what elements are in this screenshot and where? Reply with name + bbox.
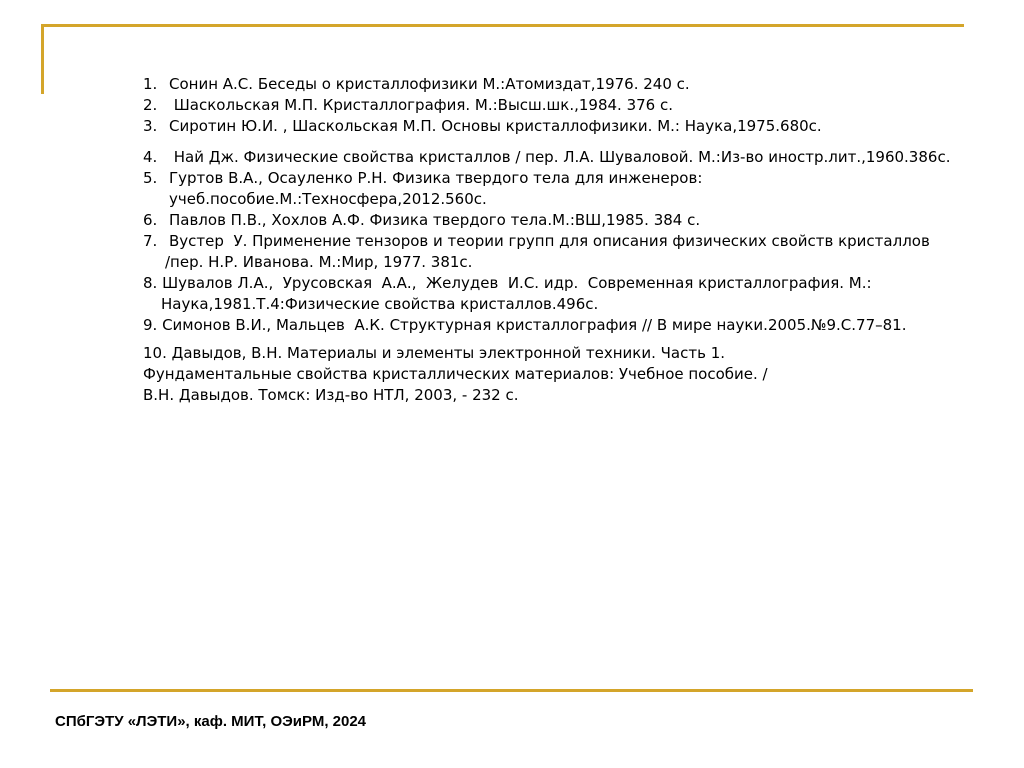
reference-4	[143, 147, 1003, 168]
reference-6	[143, 210, 1003, 231]
reference-number: 3.	[143, 117, 158, 135]
reference-line: В.Н. Давыдов. Томск: Изд-во НТЛ, 2003, - 232 с.	[143, 386, 519, 404]
reference-continuation: /пер. Н.Р. Иванова. М.:Мир, 1977. 381с.	[165, 253, 473, 271]
reference-5	[143, 168, 1003, 210]
reference-text: 8. Шувалов Л.А., Урусовская А.А., Желудев И.С. идр. Современная кристаллография. М.:	[143, 274, 872, 292]
reference-line: 10. Давыдов, В.Н. Материалы и элементы электронной техники. Часть 1.	[143, 344, 726, 362]
frame-top-rule	[41, 24, 964, 27]
reference-9	[143, 315, 1003, 336]
reference-number: 4.	[143, 148, 158, 166]
reference-2	[143, 95, 1003, 116]
reference-10	[143, 343, 1003, 406]
reference-3	[143, 116, 1003, 137]
reference-number: 7.	[143, 232, 158, 250]
reference-text: Най Дж. Физические свойства кристаллов / пер. Л.А. Шуваловой. М.:Из-во иностр.лит.,1960.386с.	[169, 148, 951, 166]
reference-text: 9. Симонов В.И., Мальцев А.К. Структурная кристаллография // В мире науки.2005.№9.С.77–81.	[143, 316, 907, 334]
reference-text: Павлов П.В., Хохлов А.Ф. Физика твердого тела.М.:ВШ,1985. 384 с.	[169, 211, 701, 229]
reference-text: Вустер У. Применение тензоров и теории групп для описания физических свойств кристаллов	[169, 232, 930, 250]
reference-continuation: учеб.пособие.М.:Техносфера,2012.560с.	[169, 190, 487, 208]
spacer	[143, 336, 1003, 343]
reference-number: 5.	[143, 169, 158, 187]
reference-text: Шаскольская М.П. Кристаллография. М.:Высш.шк.,1984. 376 с.	[169, 96, 673, 114]
reference-1	[143, 74, 1003, 95]
reference-list	[143, 74, 1003, 406]
spacer	[143, 137, 1003, 147]
reference-text: Сонин А.С. Беседы о кристаллофизики М.:Атомиздат,1976. 240 с.	[169, 75, 690, 93]
reference-continuation: Наука,1981.Т.4:Физические свойства кристаллов.496с.	[161, 295, 599, 313]
reference-number: 2.	[143, 96, 158, 114]
frame-left-rule	[41, 24, 44, 94]
reference-8	[143, 273, 1003, 315]
reference-line: Фундаментальные свойства кристаллических материалов: Учебное пособие. /	[143, 365, 768, 383]
reference-text: Сиротин Ю.И. , Шаскольская М.П. Основы кристаллофизики. М.: Наука,1975.680с.	[169, 117, 822, 135]
frame-bottom-rule	[50, 689, 973, 692]
reference-number: 6.	[143, 211, 158, 229]
footer-text: СПбГЭТУ «ЛЭТИ», каф. МИТ, ОЭиРМ, 2024	[55, 713, 367, 730]
reference-7	[143, 231, 1003, 273]
reference-number: 1.	[143, 75, 158, 93]
reference-text: Гуртов В.А., Осауленко Р.Н. Физика твердого тела для инженеров:	[169, 169, 703, 187]
